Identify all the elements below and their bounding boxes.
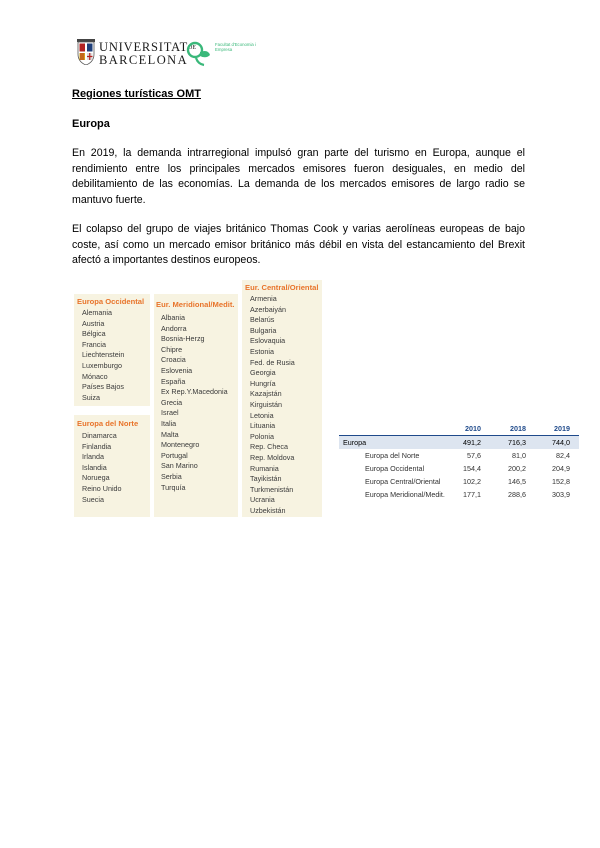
country-item: Alemania xyxy=(82,308,112,317)
country-item: Eslovaquia xyxy=(250,336,286,346)
country-item: Islandia xyxy=(82,462,107,472)
row-value: 152,8 xyxy=(552,477,570,486)
country-item: Mónaco xyxy=(82,371,108,381)
row-label: Europa del Norte xyxy=(365,451,420,460)
country-item: Países Bajos xyxy=(82,382,124,392)
country-item: Albania xyxy=(161,313,185,322)
row-label: Europa Central/Oriental xyxy=(365,477,441,486)
university-crest-icon xyxy=(77,39,95,65)
country-item: Uzbekistán xyxy=(250,505,286,515)
country-item: Turkmenistán xyxy=(250,484,294,494)
row-label: Europa Occidental xyxy=(365,464,425,473)
row-value: 288,6 xyxy=(508,490,526,499)
year-header: 2010 xyxy=(465,424,481,433)
faculty-logo-text: Facultat d'Economia i Empresa xyxy=(215,42,256,53)
country-item: Armenia xyxy=(250,294,277,303)
row-value: 57,6 xyxy=(467,451,481,460)
row-value: 491,2 xyxy=(463,438,481,447)
country-item: Montenegro xyxy=(161,440,200,450)
table-row-europa xyxy=(339,435,579,449)
country-item: Malta xyxy=(161,429,179,439)
region-title-meridional: Eur. Meridional/Medit. xyxy=(156,300,235,309)
country-item: Azerbaiyán xyxy=(250,304,286,314)
country-item: Italia xyxy=(161,418,177,428)
university-name-line1: UNIVERSITATDE xyxy=(99,40,197,54)
country-item: Rep. Checa xyxy=(250,442,288,452)
country-item: Francia xyxy=(82,339,106,349)
arrivals-table xyxy=(339,422,579,501)
row-value: 82,4 xyxy=(556,451,570,460)
country-item: Ex Rep.Y.Macedonia xyxy=(161,387,228,397)
row-value: 716,3 xyxy=(508,438,526,447)
country-item: Irlanda xyxy=(82,452,104,462)
country-item: Bulgaria xyxy=(250,325,277,335)
region-box-meridional xyxy=(154,294,238,517)
country-item: Liechtenstein xyxy=(82,350,125,360)
region-list-central xyxy=(250,294,295,516)
country-item: Lituania xyxy=(250,421,276,431)
section-title: Regiones turísticas OMT xyxy=(72,88,201,100)
country-item: Chipre xyxy=(161,344,183,354)
university-name-line2: BARCELONA xyxy=(99,53,188,67)
country-item: Andorra xyxy=(161,323,187,333)
country-item: Bosnia-Herzg xyxy=(161,334,205,344)
country-item: Israel xyxy=(161,408,179,418)
country-item: Fed. de Rusia xyxy=(250,357,295,367)
country-item: Suiza xyxy=(82,392,100,402)
row-value: 200,2 xyxy=(508,464,526,473)
region-box-norte xyxy=(74,415,150,517)
country-item: Noruega xyxy=(82,473,110,483)
country-item: Grecia xyxy=(161,397,183,407)
region-box-occidental xyxy=(74,294,150,406)
country-item: Estonia xyxy=(250,346,274,356)
table-row xyxy=(339,462,579,475)
region-title-norte: Europa del Norte xyxy=(77,419,139,428)
country-item: Dinamarca xyxy=(82,431,117,440)
country-item: Turquía xyxy=(161,482,186,492)
row-value: 744,0 xyxy=(552,438,570,447)
country-item: Austria xyxy=(82,318,105,328)
row-value: 146,5 xyxy=(508,477,526,486)
country-item: Tayikistán xyxy=(250,474,282,484)
row-label: Europa Meridional/Medit. xyxy=(365,490,445,499)
country-item: Kirguistán xyxy=(250,399,282,409)
country-item: Finlandia xyxy=(82,441,112,451)
country-item: Luxemburgo xyxy=(82,360,122,370)
country-item: Kazajstán xyxy=(250,389,282,399)
row-value: 154,4 xyxy=(463,464,481,473)
year-header: 2019 xyxy=(554,424,570,433)
region-title-occidental: Europa Occidental xyxy=(77,297,145,306)
country-item: Rep. Moldova xyxy=(250,452,295,462)
country-item: Bélgica xyxy=(82,329,106,339)
country-item: San Marino xyxy=(161,461,198,471)
row-value: 102,2 xyxy=(463,477,481,486)
paragraph-2: El colapso del grupo de viajes británico Thomas Cook y varias aerolíneas europeas de bajo coste, así como un mercado emisor británico más débil en vista del estancamiento del Brexit afectó a importantes destinos europeos. xyxy=(72,223,525,267)
region-list-norte xyxy=(82,431,122,505)
country-item: Belarús xyxy=(250,315,275,325)
table-subrows xyxy=(339,449,579,501)
paragraph-1: En 2019, la demanda intrarregional impulsó gran parte del turismo en Europa, aunque el rendimiento entre los principales mercados emisores fueron desiguales, en medio del debilitamiento de las economías. La demanda de los mercados emisores de largo radio se mantuvo fuerte. xyxy=(72,147,525,206)
country-item: Portugal xyxy=(161,450,188,460)
region-box-central xyxy=(242,280,322,517)
country-item: Serbia xyxy=(161,471,182,481)
country-item: Ucrania xyxy=(250,495,275,505)
row-value: 177,1 xyxy=(463,490,481,499)
subsection-title: Europa xyxy=(72,118,110,130)
row-value: 81,0 xyxy=(512,451,526,460)
country-item: Reino Unido xyxy=(82,483,122,493)
faculty-logo-icon xyxy=(186,41,212,67)
region-title-central: Eur. Central/Oriental xyxy=(245,283,319,292)
country-item: Croacia xyxy=(161,355,186,365)
table-row xyxy=(339,449,579,462)
year-header: 2018 xyxy=(510,424,526,433)
country-item: Suecia xyxy=(82,494,104,504)
country-item: Hungría xyxy=(250,378,276,388)
row-label: Europa xyxy=(343,438,367,447)
table-row xyxy=(339,488,579,501)
table-header-row xyxy=(339,422,579,435)
country-item: Letonia xyxy=(250,410,274,420)
country-item: Polonia xyxy=(250,431,274,441)
country-item: Georgia xyxy=(250,368,276,378)
table-row xyxy=(339,475,579,488)
country-item: Eslovenia xyxy=(161,365,193,375)
region-list-occidental xyxy=(82,308,124,403)
row-value: 204,9 xyxy=(552,464,570,473)
region-list-meridional xyxy=(161,313,228,493)
country-item: España xyxy=(161,376,186,386)
country-item: Rumania xyxy=(250,463,279,473)
row-value: 303,9 xyxy=(552,490,570,499)
